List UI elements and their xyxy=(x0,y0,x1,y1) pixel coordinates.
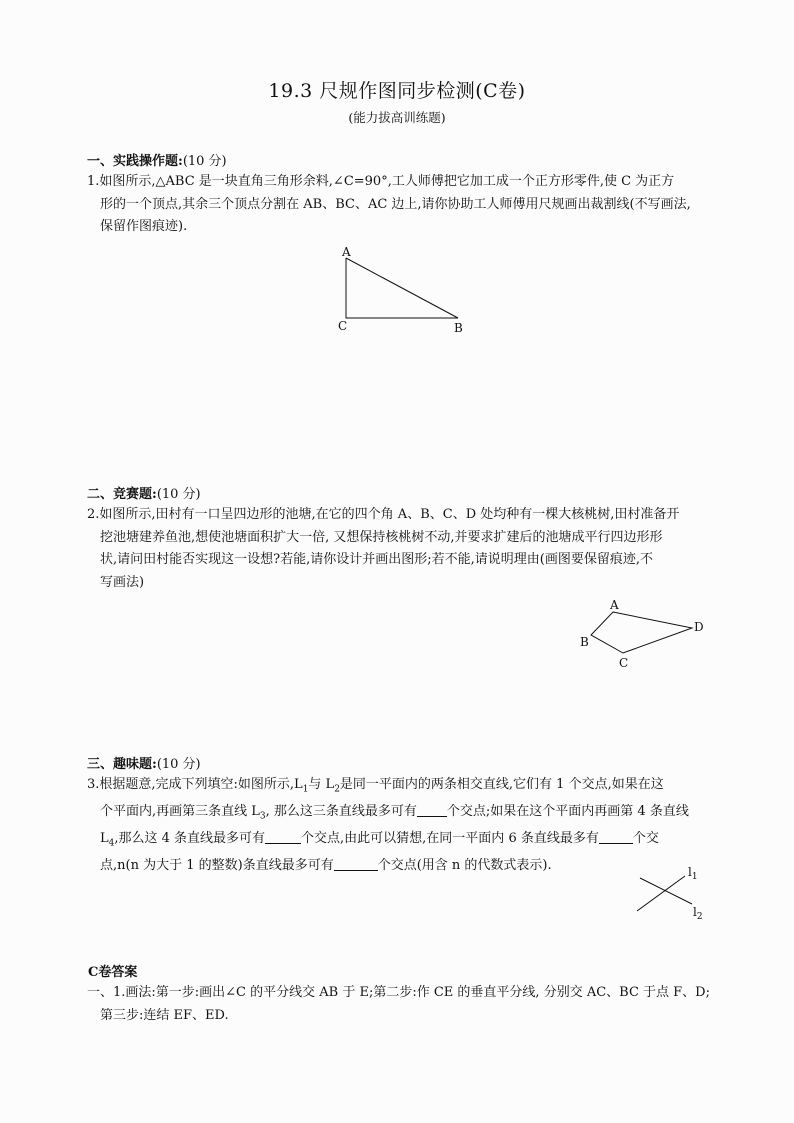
triangle-figure xyxy=(330,240,480,340)
page-subtitle: (能力拔高训练题) xyxy=(348,110,446,125)
quadrilateral-abcd xyxy=(591,612,692,653)
answer-blank-1[interactable] xyxy=(417,802,447,817)
label-d: D xyxy=(694,620,704,634)
triangle-abc xyxy=(346,258,458,318)
answer-blank-2[interactable] xyxy=(265,829,301,844)
answer-blank-3[interactable] xyxy=(599,829,633,844)
answers-body: 一、1.画法:第一步:画出∠C 的平分线交 AB 于 E;第二步:作 CE 的垂直平分线, 分别交 AC、BC 于点 F、D; 第三步:连结 EF、ED. xyxy=(87,985,710,1023)
section-3-heading: 三、趣味题:(10 分) xyxy=(87,757,201,772)
label-b: B xyxy=(580,635,589,649)
question-1: 1.如图所示,△ABC 是一块直角三角形余料,∠C=90°,工人师傅把它加工成一个正方形零件,使 C 为正方 形的一个顶点,其余三个顶点分割在 AB、BC、AC 边上,请你协助工人师傅用尺规画出裁割线(不写画法, 保留作图痕迹). xyxy=(87,174,691,234)
label-c: C xyxy=(619,656,629,670)
quadrilateral-figure xyxy=(570,595,720,675)
intersecting-lines-figure xyxy=(630,862,720,924)
section-2-heading: 二、竞赛题:(10 分) xyxy=(87,487,201,502)
label-l2: $l_2$ xyxy=(693,905,703,922)
label-a: A xyxy=(610,598,619,612)
label-a: A xyxy=(342,245,351,259)
label-b: B xyxy=(454,321,463,335)
answers-heading: C卷答案 xyxy=(88,965,138,980)
section-1-heading: 一、实践操作题:(10 分) xyxy=(87,154,227,169)
question-2: 2.如图所示,田村有一口呈四边形的池塘,在它的四个角 A、B、C、D 处均种有一棵大核桃树,田村准备开 挖池塘建养鱼池,想使池塘面积扩大一倍, 又想保持核桃树不动,并要求扩建后的池塘成平行四边形形 状,请问田村能否实现这一设想?若能,请你设计并画出图形;若不能,请说明理由(画图要保留痕迹,不 写画法) xyxy=(87,507,680,590)
page-title: 19.3 尺规作图同步检测(C卷) xyxy=(268,80,526,102)
question-3: 3.根据题意,完成下列填空:如图所示$,L_1$与 $L_2$是同一平面内的两条相交直线,它们有 1 个交点,如果在这 个平面内,再画第三条直线 $L_3$, 那么这三条直线最多可有 个交点;如果在这个平面内再画第 4 条直线 $L_4$,那么这 4 条直线最多可有 个交点,由此可以猜想,在同一平面内 6 条直线最多有 个交 点,n(n 为大于 1 的整数)条直线最多可有 个交点(用含 n 的代数式表示). xyxy=(87,777,689,874)
label-l1: $l_1$ xyxy=(688,865,698,882)
line-l2 xyxy=(640,878,692,904)
answer-blank-4[interactable] xyxy=(334,856,378,871)
line-l1 xyxy=(637,876,685,911)
label-c: C xyxy=(338,319,348,333)
